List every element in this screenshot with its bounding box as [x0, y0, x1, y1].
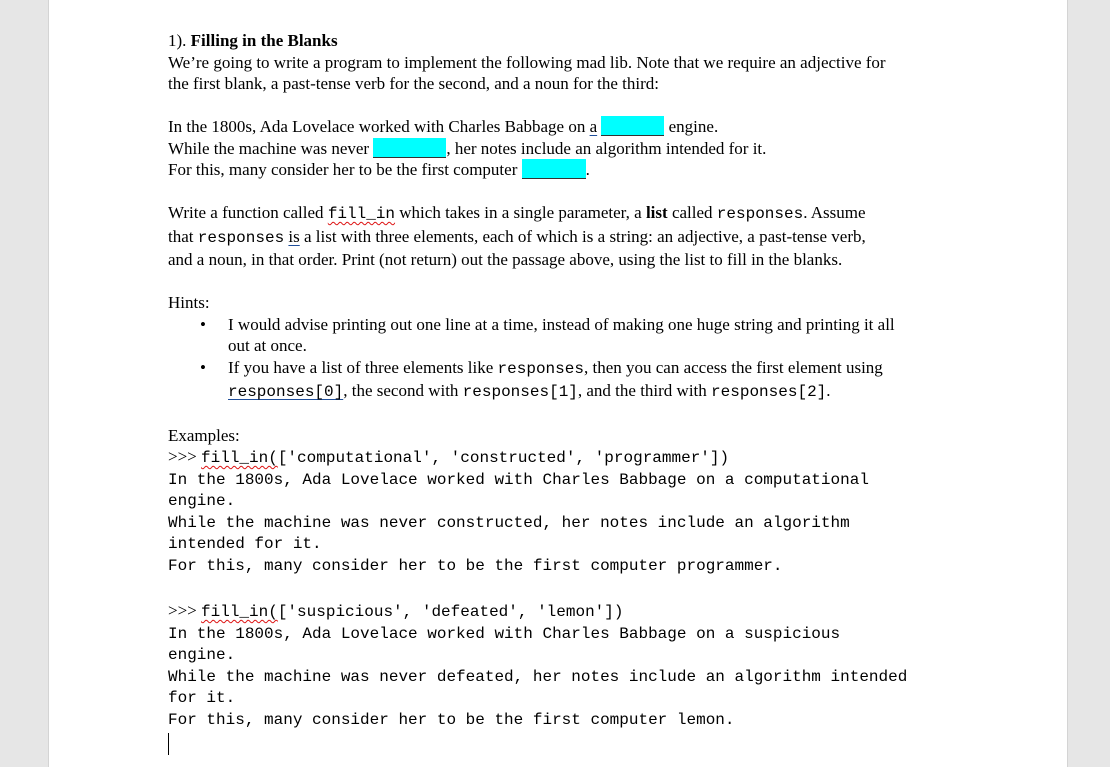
responses-index-0-code: responses[0]	[228, 383, 344, 401]
hint-text: , and the third with	[577, 381, 712, 400]
responses-code: responses	[716, 205, 804, 223]
example-2-output-5: For this, many consider her to be the first computer lemon.	[168, 710, 735, 729]
example-1-output-3: While the machine was never constructed, her notes include an algorithm	[168, 513, 850, 532]
heading-number: 1).	[168, 31, 191, 50]
madlib-text: In the 1800s, Ada Lovelace worked with Charles Babbage on	[168, 117, 590, 136]
task-text: . Assume	[803, 203, 866, 222]
document-content[interactable]	[168, 30, 968, 756]
responses-index-1-code: responses[1]	[462, 383, 578, 401]
bullet-icon: •	[200, 314, 206, 334]
hints-label: Hints:	[168, 293, 210, 312]
madlib-line-1	[168, 116, 968, 138]
hint-text: .	[826, 381, 831, 400]
text-cursor	[168, 733, 968, 756]
responses-code: responses	[497, 359, 584, 378]
example-1-output-4: intended for it.	[168, 535, 322, 553]
intro-line-2: the first blank, a past-tense verb for the second, and a noun for the third:	[168, 74, 659, 93]
intro-line-1: We’re going to write a program to implement the following mad lib. Note that we require an adjective for	[168, 52, 886, 72]
hint-2-line-1	[228, 357, 968, 381]
madlib-underlined-article: a	[589, 117, 598, 136]
hint-text: , then you can access the first element using	[583, 357, 883, 377]
task-text: Write a function called	[168, 203, 328, 222]
example-2-output-4: for it.	[168, 689, 236, 707]
bullet-icon: •	[200, 357, 206, 377]
function-name-code: fill_in	[327, 205, 396, 223]
section-heading	[168, 30, 968, 52]
example-2-output-2: engine.	[168, 646, 236, 664]
hint-2-line-2	[228, 380, 968, 404]
function-call-code: fill_in(	[201, 449, 278, 467]
task-line-3: and a noun, in that order. Print (not return) out the passage above, using the list to fill in the blanks.	[168, 250, 843, 269]
madlib-text: engine.	[664, 117, 719, 136]
task-line-2	[168, 226, 968, 250]
hint-text: , the second with	[343, 381, 463, 400]
task-text: that	[168, 226, 198, 246]
example-2-call	[168, 600, 968, 624]
document-page[interactable]	[48, 0, 1068, 767]
function-args-code: ['suspicious', 'defeated', 'lemon'])	[277, 603, 624, 621]
responses-index-2-code: responses[2]	[711, 383, 827, 401]
hint-item-1	[168, 314, 968, 357]
function-args-code: ['computational', 'constructed', 'programmer'])	[277, 449, 730, 467]
task-text: a list with three elements, each of which is a string: an adjective, a past-tense verb,	[299, 226, 866, 246]
examples-label: Examples:	[168, 425, 240, 445]
prompt-symbol: >>>	[168, 447, 202, 466]
list-keyword: list	[645, 203, 668, 222]
example-1-output-1: In the 1800s, Ada Lovelace worked with Charles Babbage on a computational	[168, 470, 869, 489]
function-call-code: fill_in(	[201, 603, 278, 621]
grammar-flag-word: is	[288, 226, 300, 246]
hint-1-line-1: I would advise printing out one line at a time, instead of making one huge string and printing it all	[228, 314, 895, 334]
madlib-line-3	[168, 159, 968, 181]
hint-1-line-2: out at once.	[228, 336, 307, 355]
task-text: called	[667, 203, 717, 222]
madlib-line-2	[168, 138, 968, 160]
example-1-call	[168, 446, 968, 470]
madlib-text: , her notes include an algorithm intended for it.	[446, 138, 767, 158]
blank-adjective	[601, 116, 664, 136]
madlib-text: While the machine was never	[168, 138, 374, 158]
example-1-output-2: engine.	[168, 492, 236, 510]
heading-title: Filling in the Blanks	[190, 31, 338, 50]
blank-noun	[522, 159, 586, 179]
hint-text: If you have a list of three elements like	[228, 357, 498, 377]
example-2-output-3: While the machine was never defeated, her notes include an algorithm intended	[168, 667, 908, 686]
hint-item-2	[168, 357, 968, 404]
madlib-text: For this, many consider her to be the first computer	[168, 160, 522, 179]
task-line-1	[168, 202, 968, 226]
responses-code: responses	[197, 228, 285, 247]
blank-verb	[373, 138, 446, 158]
example-1-output-5: For this, many consider her to be the first computer programmer.	[168, 556, 783, 575]
example-2-output-1: In the 1800s, Ada Lovelace worked with Charles Babbage on a suspicious	[168, 624, 841, 643]
hints-list	[168, 314, 968, 404]
madlib-text: .	[585, 160, 590, 179]
task-text: which takes in a single parameter, a	[395, 203, 646, 222]
prompt-symbol: >>>	[168, 601, 202, 620]
